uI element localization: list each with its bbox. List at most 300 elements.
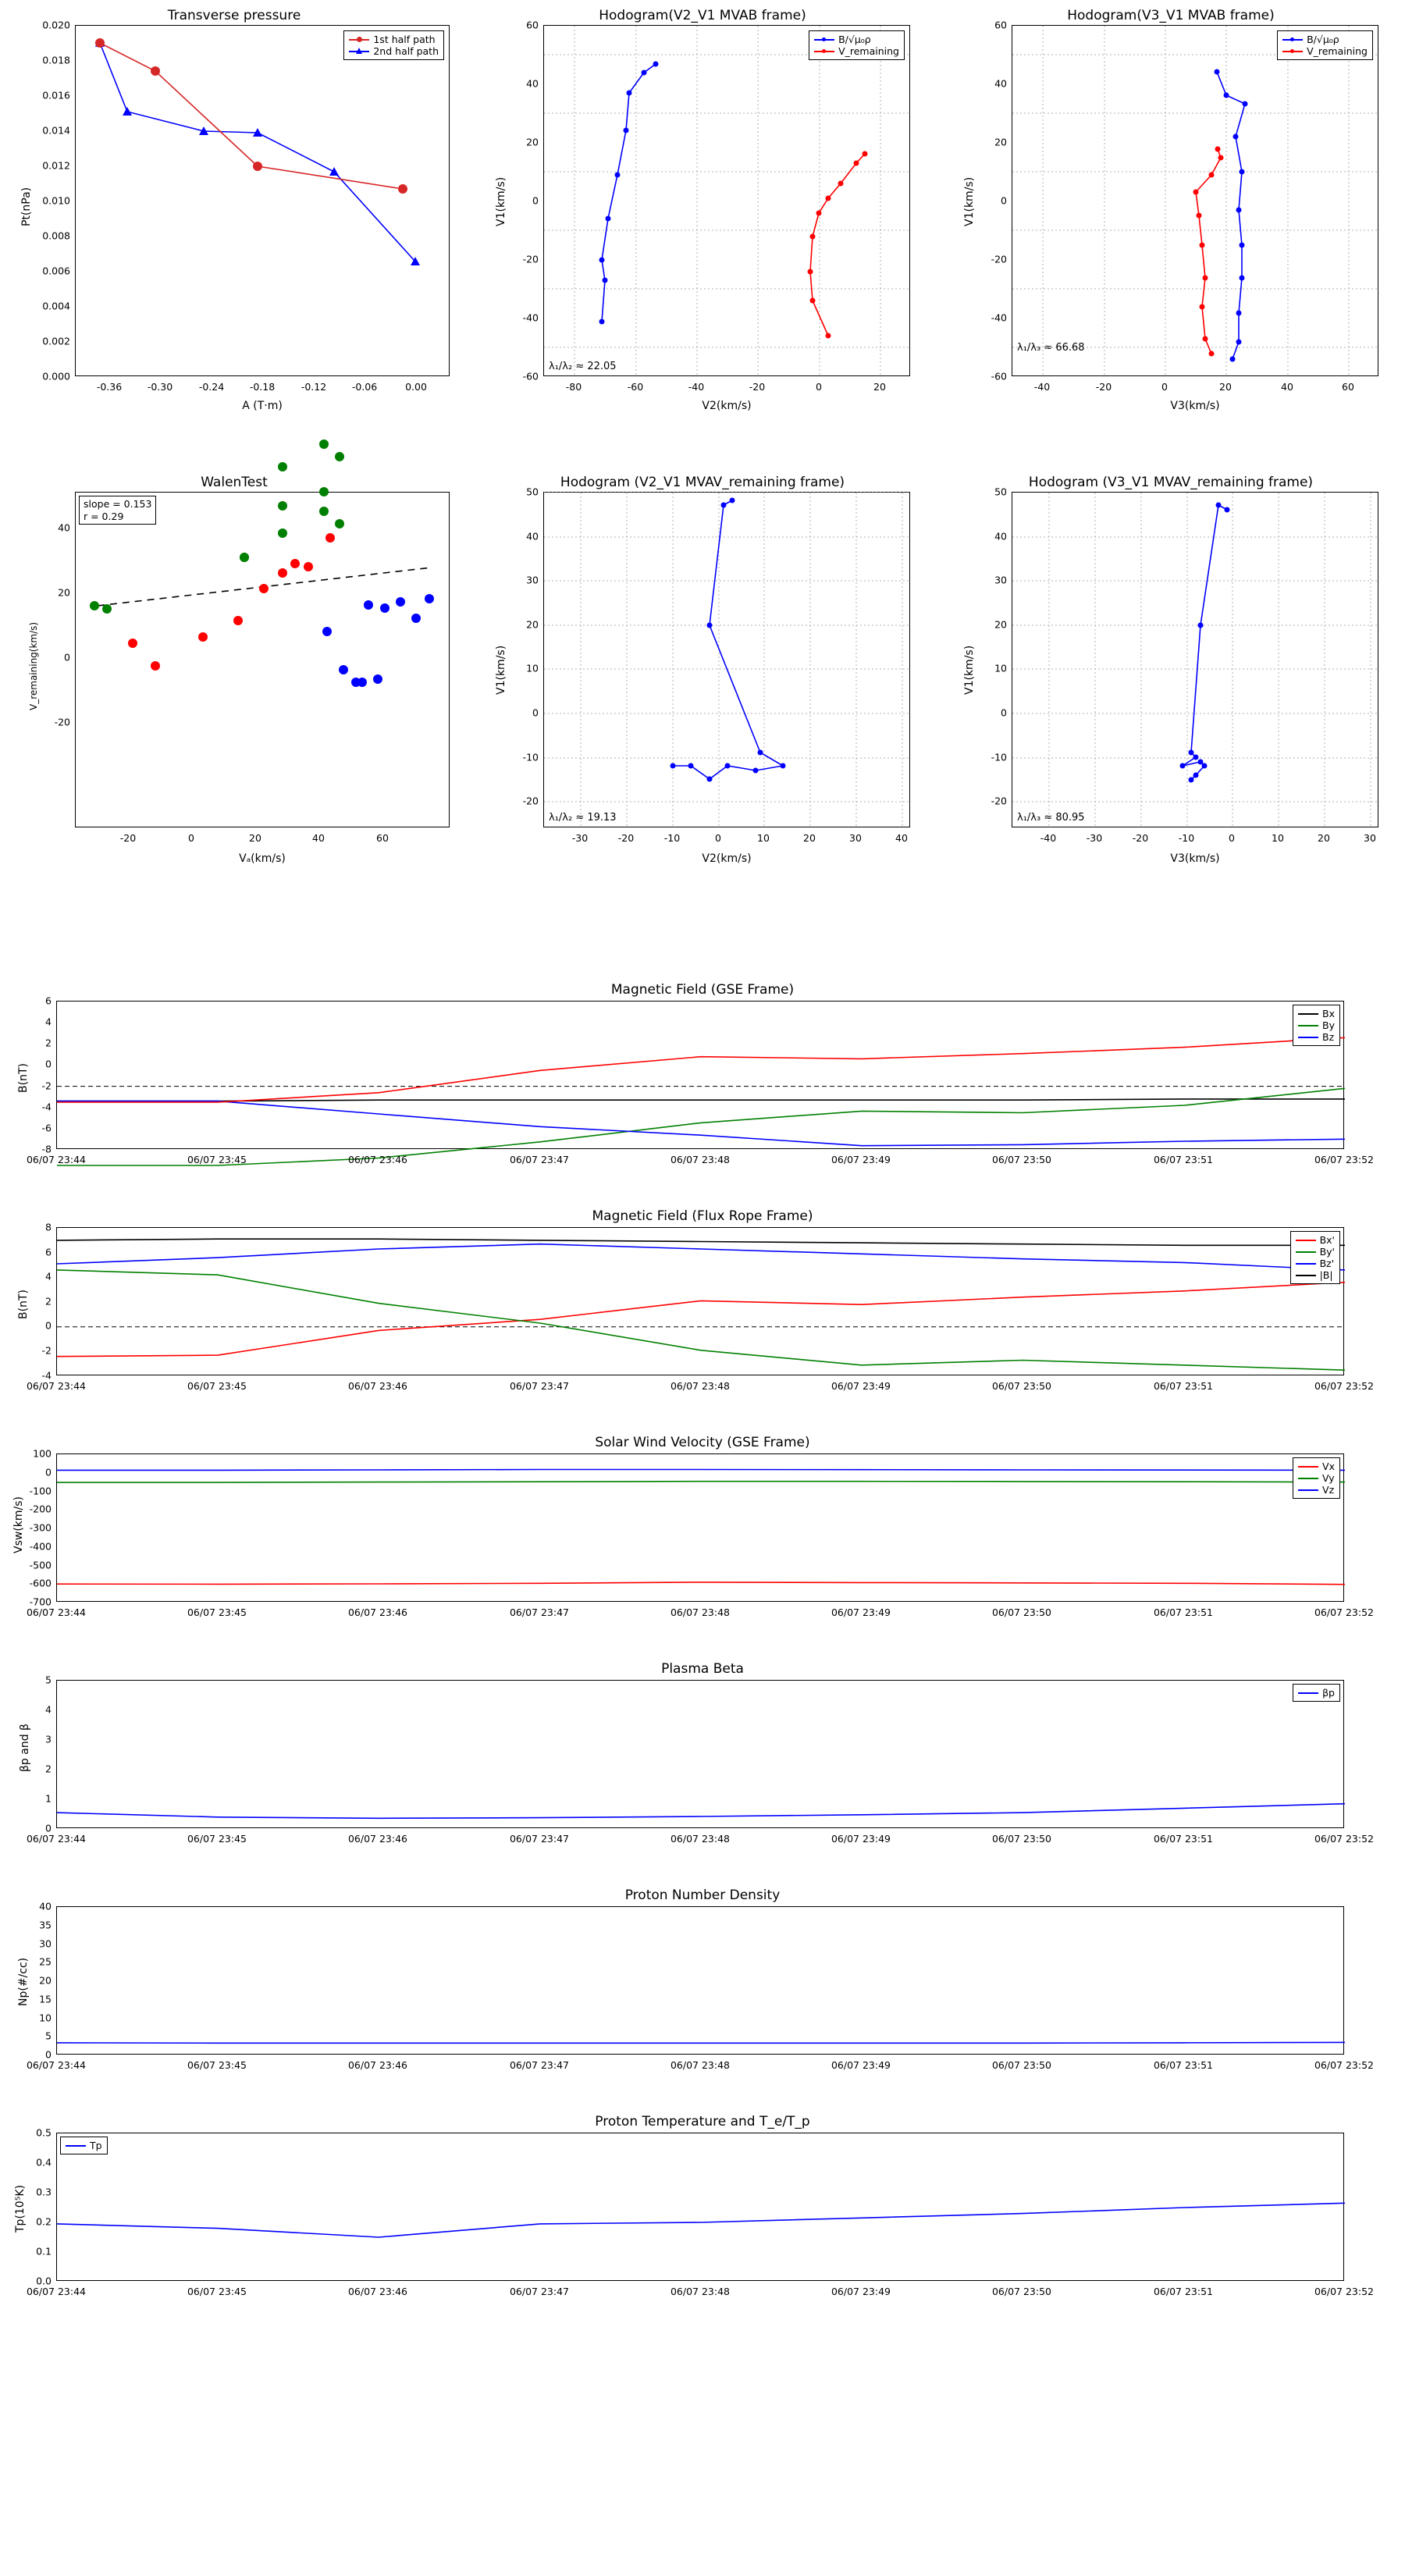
y-tick: 2 [45,1295,52,1308]
plot-area [56,1453,1344,1602]
x-tick: 06/07 23:46 [347,1833,408,1845]
legend-label: Bx [1322,1008,1335,1019]
legend-label: B/√μ₀ρ [1307,34,1339,45]
y-tick: 40 [526,530,539,543]
y-axis-label: V1(km/s) [963,645,976,695]
y-tick: 0 [1001,706,1007,719]
legend [1293,1684,1340,1702]
y-tick: -6 [41,1122,52,1134]
y-tick: 10 [994,662,1007,674]
x-tick: -20 [1132,832,1149,844]
plot-area [56,1906,1344,2055]
x-tick: 06/07 23:49 [831,1833,891,1845]
y-tick: -2 [41,1080,52,1092]
x-tick: 06/07 23:51 [1153,1833,1214,1845]
legend [1293,1005,1340,1046]
y-axis-label: V1(km/s) [963,176,976,226]
plot-area [56,1227,1344,1375]
x-axis-label: V2(km/s) [702,852,752,865]
plot-area [56,1001,1344,1149]
x-tick: -20 [119,832,137,844]
x-tick: 06/07 23:48 [670,1380,731,1392]
y-tick: 50 [526,486,539,498]
y-axis-label: V1(km/s) [495,176,507,226]
eigenvalue-annotation: λ₁/λ₃ ≈ 80.95 [1017,812,1085,824]
chart-title: Magnetic Field (GSE Frame) [610,982,795,998]
x-tick: 06/07 23:48 [670,2059,731,2071]
x-tick: 06/07 23:44 [26,2059,87,2071]
x-tick: 06/07 23:46 [347,1606,408,1618]
legend-label: Vx [1322,1461,1335,1472]
x-tick: -60 [627,381,644,393]
plot-svg [57,2133,1345,2282]
x-tick: 06/07 23:51 [1153,1154,1214,1165]
y-tick: -4 [41,1101,52,1113]
y-tick: 8 [45,1221,52,1233]
y-tick: -20 [522,253,539,265]
y-tick: 0.018 [42,54,70,66]
panel-magnetic-field-gse [0,976,1405,1187]
x-tick: 40 [312,832,325,844]
x-tick: 0 [1229,832,1235,844]
x-tick: 06/07 23:46 [347,1154,408,1165]
x-tick: 06/07 23:51 [1153,1606,1214,1618]
x-tick: 0 [715,832,721,844]
y-axis-label: Vsw(km/s) [12,1496,25,1553]
chart-title: Transverse pressure [167,8,301,23]
y-tick: -20 [54,716,70,728]
y-tick: 0.006 [42,265,70,277]
x-tick: 06/07 23:52 [1314,2286,1375,2297]
y-tick: 35 [39,1919,52,1931]
y-tick: 0 [45,1466,52,1478]
plot-svg [544,26,911,377]
x-tick: 06/07 23:44 [26,1833,87,1845]
plot-svg [76,26,450,377]
legend-label: B/√μ₀ρ [838,34,871,45]
y-tick: 40 [994,530,1007,543]
y-tick: 0.016 [42,89,70,101]
x-tick: -0.06 [351,381,378,393]
plot-area [56,2133,1344,2281]
x-tick: 40 [895,832,908,844]
y-tick: 6 [45,1246,52,1258]
plot-area [75,492,450,827]
y-axis-label: B(nT) [17,1063,30,1093]
panel-solar-wind-velocity [0,1429,1405,1639]
x-tick: 60 [1342,381,1354,393]
y-axis-label: Np(#/cc) [17,1957,30,2006]
x-tick: 06/07 23:51 [1153,2286,1214,2297]
x-tick: -30 [1086,832,1103,844]
legend-label: Bx' [1319,1234,1335,1246]
x-tick: 06/07 23:46 [347,2286,408,2297]
y-tick: 30 [526,574,539,586]
panel-hodogram-v2-v1-mvab [468,0,937,453]
x-tick: 06/07 23:49 [831,2059,891,2071]
legend-label: Tp [90,2140,102,2151]
y-tick: 25 [39,1955,52,1968]
y-tick: 0.3 [36,2186,52,2198]
y-tick: 0.4 [36,2156,52,2169]
x-tick: -0.24 [198,381,225,393]
y-tick: -10 [991,751,1007,763]
y-axis-label: V1(km/s) [495,645,507,695]
y-tick: 60 [994,19,1007,31]
legend-label: Bz [1322,1031,1335,1043]
x-tick: -40 [1040,832,1057,844]
x-tick: 20 [803,832,816,844]
plot-area [543,25,910,376]
legend-label: By [1322,1019,1335,1031]
x-tick: -40 [1033,381,1051,393]
y-tick: 0 [45,1058,52,1070]
y-tick: 2 [45,1763,52,1775]
y-tick: -100 [29,1485,52,1497]
y-tick: 20 [994,618,1007,631]
x-tick: 40 [1281,381,1293,393]
y-tick: 0.1 [36,2245,52,2258]
chart-title: Proton Number Density [624,1888,781,1903]
plot-svg [1012,26,1379,377]
y-tick: -700 [29,1596,52,1608]
y-tick: 0.004 [42,300,70,312]
y-tick: -2 [41,1344,52,1357]
x-tick: 0 [1161,381,1168,393]
x-tick: 06/07 23:44 [26,1606,87,1618]
legend [1277,30,1373,60]
x-tick: 06/07 23:47 [509,2286,570,2297]
x-tick: 06/07 23:52 [1314,1606,1375,1618]
y-axis-label: V_remaining(km/s) [28,621,39,710]
y-tick: 20 [526,618,539,631]
legend-label: Vy [1322,1472,1335,1484]
legend-label: 2nd half path [373,45,439,57]
legend-item [1298,1687,1335,1699]
y-tick: 0.5 [36,2126,52,2139]
x-tick: -80 [565,381,582,393]
y-tick: 0 [532,194,539,207]
x-tick: 06/07 23:49 [831,1606,891,1618]
legend-item [1298,1472,1335,1484]
legend-item [1298,1031,1335,1043]
y-tick: 0 [45,1822,52,1834]
x-tick: 06/07 23:45 [187,1833,247,1845]
x-tick: 30 [1364,832,1376,844]
panel-hodogram-v2-v1-mvav [468,468,937,906]
y-tick: -8 [41,1143,52,1155]
y-tick: 1 [45,1792,52,1805]
x-tick: 20 [1318,832,1330,844]
fit-r: r = 0.29 [84,510,124,522]
y-tick: 15 [39,1993,52,2005]
x-tick: 30 [849,832,862,844]
x-tick: 06/07 23:46 [347,1380,408,1392]
y-tick: 0.014 [42,124,70,137]
y-tick: 0 [1001,194,1007,207]
eigenvalue-annotation: λ₁/λ₂ ≈ 22.05 [549,361,617,372]
y-tick: 20 [994,136,1007,148]
y-tick: 5 [45,2030,52,2042]
legend [343,30,444,60]
y-tick: 0.010 [42,194,70,207]
x-tick: 06/07 23:47 [509,1154,570,1165]
y-axis-label: βp and β [19,1724,31,1772]
y-tick: -60 [522,370,539,382]
legend-item [1296,1258,1335,1269]
x-tick: 06/07 23:47 [509,2059,570,2071]
plot-svg [57,1454,1345,1603]
y-tick: 0.012 [42,159,70,172]
legend-item [814,45,899,57]
x-tick: -30 [571,832,589,844]
x-tick: -20 [1095,381,1112,393]
legend-label: Bz' [1319,1258,1335,1269]
plot-svg [57,1907,1345,2055]
x-tick: 06/07 23:52 [1314,1154,1375,1165]
y-tick: 30 [994,574,1007,586]
plot-svg [544,493,911,828]
y-tick: 4 [45,1016,52,1028]
x-tick: 06/07 23:52 [1314,1833,1375,1845]
y-tick: -4 [41,1369,52,1382]
chart-title: Plasma Beta [661,1661,744,1677]
legend-label: Vz [1322,1484,1335,1496]
x-tick: 06/07 23:50 [991,2059,1052,2071]
y-tick: -20 [991,253,1007,265]
y-tick: 40 [526,77,539,90]
x-tick: 60 [376,832,389,844]
x-tick: -0.30 [147,381,173,393]
panel-hodogram-v3-v1-mvab [937,0,1405,453]
legend-item [349,34,439,45]
y-tick: 0 [45,1319,52,1332]
y-tick: 20 [39,1974,52,1987]
x-tick: 06/07 23:52 [1314,1380,1375,1392]
x-tick: 06/07 23:44 [26,2286,87,2297]
x-tick: -20 [749,381,766,393]
legend-item [1282,34,1368,45]
y-tick: 50 [994,486,1007,498]
x-tick: 06/07 23:44 [26,1154,87,1165]
panel-hodogram-v3-v1-mvav [937,468,1405,906]
chart-title: Hodogram(V3_V1 MVAB frame) [1067,8,1275,23]
y-tick: 100 [33,1447,52,1460]
y-tick: 10 [526,662,539,674]
y-tick: 6 [45,994,52,1007]
plot-area [75,25,450,376]
x-tick: -0.36 [96,381,123,393]
y-tick: -300 [29,1521,52,1534]
legend [1293,1457,1340,1499]
panel-magnetic-field-flux-rope [0,1202,1405,1413]
x-axis-label: A (T·m) [242,400,283,412]
y-tick: 0 [532,706,539,719]
x-tick: 20 [249,832,261,844]
y-tick: 0 [64,651,70,664]
legend-item [1298,1484,1335,1496]
legend [1290,1231,1340,1284]
panel-transverse-pressure [0,0,468,453]
legend-item [1296,1234,1335,1246]
x-tick: 06/07 23:45 [187,1606,247,1618]
y-tick: -10 [522,751,539,763]
fit-slope: slope = 0.153 [84,498,152,510]
y-axis-label: Tp(10⁵K) [14,2185,27,2233]
x-tick: 06/07 23:50 [991,2286,1052,2297]
x-tick: 06/07 23:45 [187,2059,247,2071]
legend-label: V_remaining [838,45,899,57]
y-tick: 0.000 [42,370,70,382]
legend-item [1298,1019,1335,1031]
x-tick: -10 [1178,832,1195,844]
fit-annotation [79,496,156,525]
legend-label: By' [1319,1246,1335,1258]
chart-title: Proton Temperature and T_e/T_p [595,2114,810,2129]
y-tick: -600 [29,1577,52,1589]
chart-title: Magnetic Field (Flux Rope Frame) [592,1208,813,1224]
x-tick: 20 [873,381,886,393]
plot-svg [57,1681,1345,1829]
x-tick: 06/07 23:51 [1153,2059,1214,2071]
legend-item [1296,1269,1335,1281]
x-tick: 0.00 [405,381,427,393]
y-tick: 0.020 [42,19,70,31]
x-tick: 06/07 23:45 [187,1154,247,1165]
x-tick: 06/07 23:48 [670,1833,731,1845]
legend-label: 1st half path [373,34,436,45]
y-tick: 60 [526,19,539,31]
x-tick: -40 [688,381,705,393]
x-tick: 06/07 23:47 [509,1380,570,1392]
y-tick: 40 [58,521,70,534]
y-tick: 0.0 [36,2275,52,2287]
plot-area [1012,492,1378,827]
eigenvalue-annotation: λ₁/λ₃ ≈ 66.68 [1017,342,1085,354]
legend-item [66,2140,102,2151]
y-tick: 5 [45,1674,52,1686]
y-tick: -20 [522,795,539,807]
legend-item [349,45,439,57]
x-tick: 10 [757,832,770,844]
x-axis-label: V3(km/s) [1170,400,1220,412]
y-tick: 10 [39,2012,52,2024]
y-tick: -40 [522,311,539,324]
y-tick: 20 [526,136,539,148]
x-tick: 06/07 23:46 [347,2059,408,2071]
x-tick: 06/07 23:52 [1314,2059,1375,2071]
x-tick: 06/07 23:45 [187,1380,247,1392]
x-tick: 06/07 23:44 [26,1380,87,1392]
chart-title: Hodogram (V2_V1 MVAV_remaining frame) [560,475,845,490]
y-tick: -200 [29,1503,52,1515]
y-axis-label: Pt(nPa) [20,187,33,226]
y-axis-label: B(nT) [17,1290,30,1319]
legend-item [1298,1008,1335,1019]
x-tick: 06/07 23:48 [670,2286,731,2297]
chart-title: Solar Wind Velocity (GSE Frame) [595,1435,810,1450]
panel-proton-temperature [0,2108,1405,2318]
x-tick: -0.18 [249,381,276,393]
x-tick: 06/07 23:45 [187,2286,247,2297]
panel-plasma-beta [0,1655,1405,1866]
legend-label: V_remaining [1307,45,1368,57]
plot-svg-overlay [76,493,450,828]
legend [60,2137,108,2154]
legend-label: |B| [1319,1269,1333,1281]
x-tick: 0 [816,381,822,393]
x-tick: -0.12 [301,381,327,393]
y-tick: 0.2 [36,2215,52,2228]
y-tick: 30 [39,1937,52,1950]
y-tick: 3 [45,1733,52,1745]
x-tick: 06/07 23:47 [509,1833,570,1845]
x-tick: 06/07 23:49 [831,1380,891,1392]
x-tick: 06/07 23:48 [670,1154,731,1165]
x-tick: 06/07 23:49 [831,2286,891,2297]
legend-item [1282,45,1368,57]
y-tick: 0 [45,2048,52,2061]
x-tick: 06/07 23:47 [509,1606,570,1618]
legend-label: βp [1322,1687,1335,1699]
y-tick: 4 [45,1703,52,1716]
x-tick: 06/07 23:50 [991,1833,1052,1845]
plot-svg [57,1228,1345,1376]
chart-title: WalenTest [201,475,268,490]
y-tick: 20 [58,586,70,599]
y-tick: 4 [45,1270,52,1283]
plot-area [56,1680,1344,1828]
legend-item [1298,1461,1335,1472]
y-tick: 40 [39,1900,52,1912]
y-tick: -20 [991,795,1007,807]
legend [809,30,905,60]
x-tick: -20 [617,832,635,844]
x-tick: 06/07 23:50 [991,1380,1052,1392]
x-tick: 06/07 23:50 [991,1154,1052,1165]
x-tick: 06/07 23:50 [991,1606,1052,1618]
y-tick: -500 [29,1559,52,1571]
plot-area [1012,25,1378,376]
y-tick: -60 [991,370,1007,382]
panel-proton-number-density [0,1881,1405,2092]
plot-svg [1012,493,1379,828]
x-tick: -10 [663,832,681,844]
chart-title: Hodogram(V2_V1 MVAB frame) [599,8,806,23]
x-tick: 10 [1272,832,1284,844]
x-axis-label: V2(km/s) [702,400,752,412]
x-axis-label: Vₐ(km/s) [239,852,286,865]
y-tick: -40 [991,311,1007,324]
panel-walen-test [0,468,468,906]
legend-item [1296,1246,1335,1258]
x-axis-label: V3(km/s) [1170,852,1220,865]
x-tick: 06/07 23:49 [831,1154,891,1165]
chart-title: Hodogram (V3_V1 MVAV_remaining frame) [1028,475,1314,490]
legend-item [814,34,899,45]
y-tick: 0.008 [42,229,70,242]
x-tick: 06/07 23:48 [670,1606,731,1618]
x-tick: 06/07 23:51 [1153,1380,1214,1392]
y-tick: 0.002 [42,335,70,347]
x-tick: 0 [188,832,194,844]
plot-svg [57,1002,1345,1150]
plot-area [543,492,910,827]
x-tick: 20 [1219,381,1232,393]
y-tick: -400 [29,1540,52,1553]
y-tick: 2 [45,1037,52,1049]
y-tick: 40 [994,77,1007,90]
